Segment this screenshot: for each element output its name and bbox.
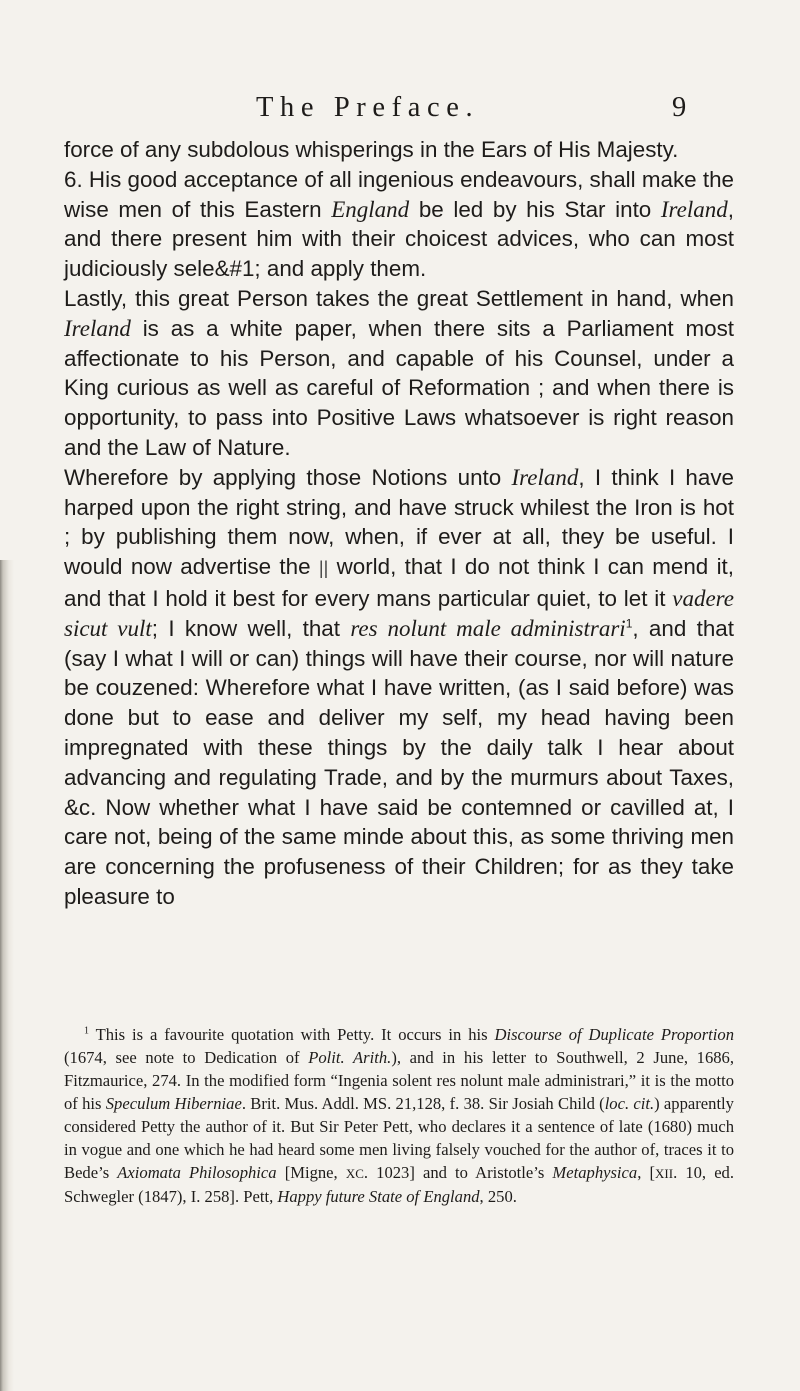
- footnote-reference[interactable]: 1: [625, 616, 633, 631]
- running-title: The Preface.: [256, 92, 480, 123]
- footnote-marker: 1: [84, 1025, 89, 1037]
- paragraph-continuation: force of any subdolous whisperings in the Ears of His Majesty.: [64, 137, 679, 162]
- place-ireland: Ireland: [660, 196, 728, 222]
- footnote: $^1$ This is a favourite quotation with Petty. It occurs in his Discourse of Duplicate Proportion (1674, see note to Dedication of Polit. Arith.), and in his letter to Southwell, 2 June, 1686, Fitzmaurice, 274. In the modified form “Ingenia solent res nolunt male administrari,” it is the motto of his Speculum Hiberniae. Brit. Mus. Addl. MS. 21,128, f. 38. Sir Josiah Child (loc. cit.) apparently considered Petty the author of it. But Sir Peter Pett, who declares it a sentence of late (1680) much in vogue and one which he had heard some men living falsely vouched for the author of, traces it to Bede’s Axiomata Philosophica [Migne, XC. 1023] and to Aristotle’s Metaphysica, [XII. 10, ed. Schwegler (1847), I. 258]. Pett, Happy future State of England, 250.: [64, 1025, 734, 1206]
- place-ireland: Ireland: [64, 315, 131, 341]
- paragraph-lastly: Lastly, this great Person takes the great Settlement in hand, when Ireland is as a white paper, when there sits a Parliament most affectionate to his Person, and capable of his Counsel, under a King curious as well as careful of Reformation ; and when there is opportunity, to pass into Positive Laws whatsoever is right reason and the Law of Nature.: [64, 285, 734, 460]
- main-text: [64, 135, 734, 912]
- place-england: England: [331, 196, 410, 222]
- page-break-marker: ||: [318, 558, 329, 579]
- paragraph-6: 6. His good acceptance of all ingenious endeavours, shall make the wise men of this Eastern England be led by his Star into Ireland, and there present him with their choicest advices, who can most judiciously sele&#1; and apply them.: [64, 166, 734, 282]
- paragraph-wherefore: Wherefore by applying those Notions unto Ireland, I think I have harped upon the right string, and have struck whilest the Iron is hot ; by publishing them now, when, if ever at all, they be useful. I would now advertise the || world, that I do not think I can mend it, and that I hold it best for every mans particular quiet, to let it vadere sicut vult; I know well, that res nolunt male administrari$^1$, and that (say I what I will or can) things will have their course, nor will nature be couzened: Wherefore what I have written, (as I said before) was done but to ease and deliver my self, my head having been impregnated with these things by the daily talk I hear about advancing and regulating Trade, and by the murmurs about Taxes, &c. Now whether what I have said be contemned or cavilled at, I care not, being of the same minde about this, as some thriving men are concerning the profuseness of their Children; for as they take pleasure to: [64, 464, 734, 909]
- place-ireland: Ireland: [511, 464, 579, 490]
- page-number: 9: [672, 92, 687, 123]
- page-edge-shadow: [0, 560, 14, 1391]
- running-head: [0, 88, 800, 128]
- latin-phrase: vadere sicut vult: [64, 585, 734, 641]
- latin-phrase: res nolunt male administrari: [350, 615, 626, 641]
